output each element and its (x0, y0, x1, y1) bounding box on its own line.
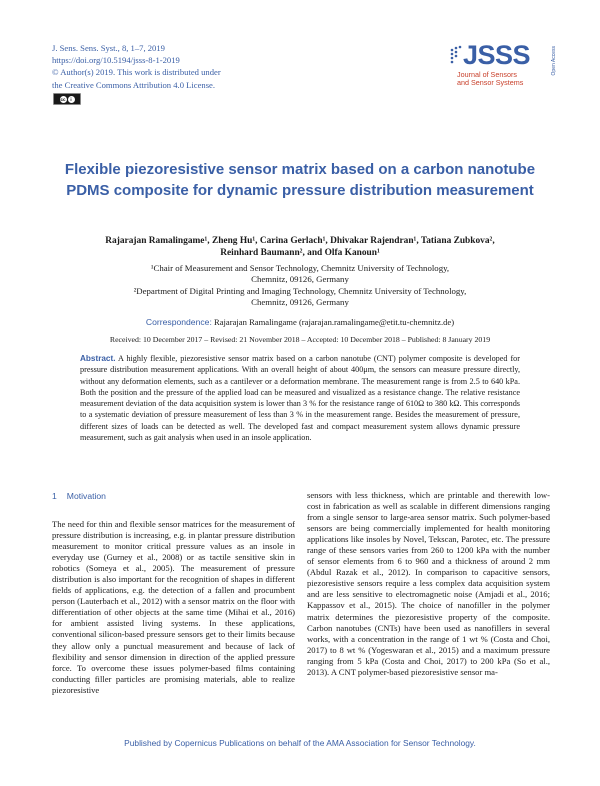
abstract-text: A highly flexible, piezoresistive sensor matrix based on a carbon nanotube (CNT) polymer composite is developed for pressure distribution measurement applications. With an overall height of about 400μm, the sensors can measure pressure directly, without any deformation elements, such as a cantilever or a deformation membrane. The measurement range is from 2.5 to 640 kPa. Both the position and the pressure of the applied load can be measured and visualized as a resistance change. The relative resistance measurement deviation of the data acquisition system is lower than 3 % for the resistance range of 610Ω to 380 kΩ. This corresponds to a systematic deviation of pressure measurement of less than 3 % in the measurement range. Besides the measurement of pressure, different sizes of loads can be detected as well. The developed fast and compact measurement system allows dynamic pressure measurement, such as gait analysis when used in an insole application. (80, 354, 520, 443)
affiliations (60, 263, 540, 308)
affiliation-line: Chemnitz, 09126, Germany (251, 296, 349, 307)
body-column-right (307, 490, 550, 678)
journal-citation: J. Sens. Sens. Syst., 8, 1–7, 2019 (52, 43, 165, 53)
author-line-2: Reinhard Baumann², and Olfa Kanoun¹ (220, 248, 380, 259)
body-text-right: sensors with less thickness, which are printable and therewith low-cost in fabrication as well as scalable in different dimensions ranging from a single sensor to large-area sensor matrix. Such polymer-based sensors are being commercially implemented for health monitoring applications like insoles by Novel, Tekscan, Parotec, etc. The pressure range of these sensors varies from 260 to 1200 kPa with the number of sensor elements from 6 to 960 and a thickness of around 2 mm (Abdul Razak et al., 2012). In comparison to capacitive sensors, piezoresistive sensors require a less complex data acquisition system and are less sensitive to electromagnetic noise (Amjadi et al., 2016; Kappassov et al., 2015). The choice of nanofiller in the polymer matrix determines the piezoresistive property of the composite. Carbon nanotubes (CNTs) have been used as nanofillers in several works, with a concentration in the range of 1 wt % (Costa and Choi, 2017) to 8 wt % (Yogeswaran et al., 2015) and a maximum pressure ranging from 5 kPa (Costa and Choi, 2017) to 200 kPa (So et al., 2013). A CNT polymer-based piezoresistive sensor ma- (307, 490, 550, 677)
affiliation-line: ¹Chair of Measurement and Sensor Technology, Chemnitz University of Technology, (150, 263, 450, 273)
section-heading (52, 490, 295, 502)
abstract-label: Abstract. (80, 354, 116, 363)
citation-header (52, 42, 282, 91)
affiliation-line: Chemnitz, 09126, Germany (251, 274, 349, 285)
section-number: 1 (52, 491, 57, 501)
journal-name-line-2: and Sensor Systems (457, 78, 524, 88)
body-text-left: The need for thin and flexible sensor matrices for the measurement of pressure distribution is increasing, e.g. in plantar pressure distribution measurement to monitor critical pressure values as an insole in everyday use (Gurney et al., 2008) or as tactile sensitive skin in robotics (Someya et al., 2005). The measurement of pressure distribution is also important for the recognition of shapes in different fields of applications, e.g. the detection of a fallen and procumbent person (Lauterbach et al., 2012) with a sensor matrix on the floor with differentiation of other objects at the same time (Mihai et al., 2016) for ambient assisted living systems. In these applications, conventional silicon-based pressure sensors get to their limits because they allow only a punctual measurement and because of lack of flexibility and sensor dimension in direction of the applied pressure force. To overcome these issues polymer-based films containing conducting filler particles are promising materials, able to realize piezoresistive (52, 519, 295, 695)
cc-by-badge-icon[interactable] (53, 93, 81, 105)
journal-logo-letters: JSSS (463, 40, 531, 70)
author-line-1: Rajarajan Ramalingame¹, Zheng Hu¹, Carina Gerlach¹, Dhivakar Rajendran¹, Tatiana Zubkova², (105, 236, 495, 246)
journal-logo-name (457, 71, 523, 88)
section-title: Motivation (66, 491, 106, 501)
open-access-label: Open Access (551, 46, 557, 76)
journal-logo[interactable] (449, 40, 559, 92)
correspondence-text[interactable]: Rajarajan Ramalingame (rajarajan.ramalingame@etit.tu-chemnitz.de) (214, 317, 455, 327)
doi-link[interactable]: https://doi.org/10.5194/jsss-8-1-2019 (52, 55, 180, 66)
license-line-2[interactable]: the Creative Commons Attribution 4.0 License. (52, 79, 216, 90)
abstract (80, 353, 520, 443)
attribution-icon: i (68, 96, 75, 103)
author-list (60, 235, 540, 260)
journal-name-line-1: Journal of Sensors (457, 70, 517, 79)
correspondence (60, 317, 540, 327)
correspondence-label: Correspondence: (145, 317, 212, 327)
license-line-1: © Author(s) 2019. This work is distributed under (52, 67, 221, 78)
body-column-left (52, 490, 295, 696)
publisher-footer: Published by Copernicus Publications on behalf of the AMA Association for Sensor Technology. (124, 738, 476, 748)
paper-title: Flexible piezoresistive sensor matrix based on a carbon nanotube PDMS composite for dynamic pressure distribution measurement (64, 161, 536, 199)
cc-icon: cc (60, 96, 66, 102)
affiliation-line: ²Department of Digital Printing and Imaging Technology, Chemnitz University of Technology, (133, 285, 467, 296)
publication-dates: Received: 10 December 2017 – Revised: 21 November 2018 – Accepted: 10 December 2018 – Published: 8 January 2019 (109, 335, 491, 344)
